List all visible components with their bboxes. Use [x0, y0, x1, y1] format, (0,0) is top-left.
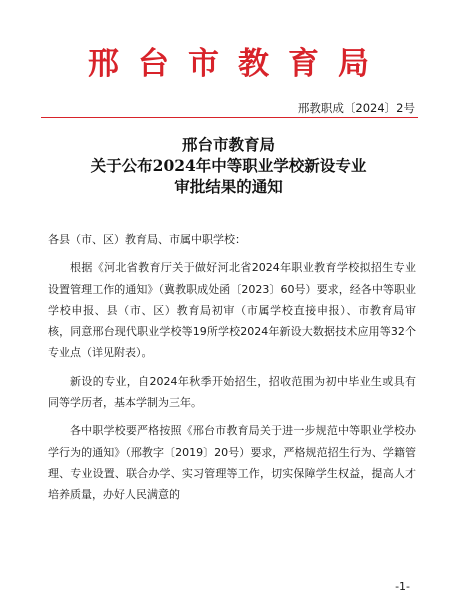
title-line-1: 邢台市教育局 — [181, 135, 275, 154]
document-number: 邢教职成〔2024〕2号 — [297, 101, 415, 115]
page-number: -1- — [395, 580, 410, 593]
paragraph-2: 新设的专业，自2024年秋季开始招生，招收范围为初中毕业生或具有同等学历者，基本学制为三年。 — [48, 374, 416, 410]
red-divider-line — [41, 117, 418, 118]
title-line-2: 关于公布2024年中等职业学校新设专业 — [90, 156, 367, 175]
salutation: 各县（市、区）教育局、市属中职学校： — [48, 233, 246, 246]
masthead-title: 邢台市教育局 — [88, 46, 388, 82]
paragraph-1: 根据《河北省教育厅关于做好河北省2024年职业教育学校拟招生专业设置管理工作的通知》（冀教职成处函〔2023〕60号）要求，经各中等职业学校申报、县（市、区）教育局初审（市属学校直接申报）、市教育局审核，同意邢台现代职业学校等19所学校2024年新设大数据技术应用等32个专业点（详见附表）。 — [48, 261, 416, 360]
notice-title — [0, 134, 457, 197]
notice-body — [48, 229, 416, 513]
title-line-3: 审批结果的通知 — [174, 177, 283, 196]
paragraph-3: 各中职学校要严格按照《邢台市教育局关于进一步规范中等职业学校办学行为的通知》（邢教字〔2019〕20号）要求，严格规范招生行为、学籍管理、专业设置、联合办学、实习管理等工作，切实保障学生权益，提高人才培养质量，办好人民满意的 — [48, 424, 416, 502]
